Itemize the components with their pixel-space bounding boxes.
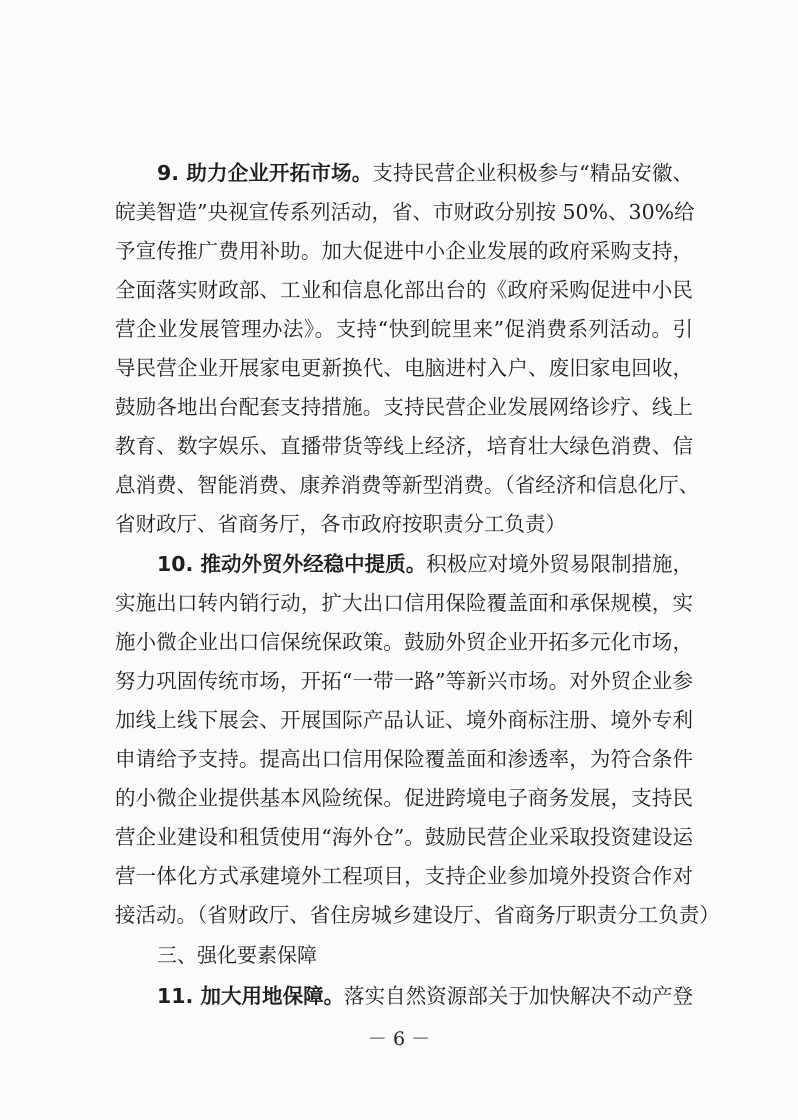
section-heading: 三、强化要素保障 <box>157 943 317 967</box>
paragraph-text: 支持民营企业积极参与“精品安徽、 <box>372 161 693 185</box>
paragraph-9-line-9: 息消费、智能消费、康养消费等新型消费。（省经济和信息化厅、 <box>115 473 700 497</box>
item-10-heading: 10. 推动外贸外经稳中提质。 <box>157 552 427 576</box>
paragraph-10-line-10: 接活动。（省财政厅、省住房城乡建设厅、省商务厅职责分工负责） <box>115 903 720 927</box>
paragraph-10-line-8: 营企业建设和租赁使用“海外仓”。鼓励民营企业采取投资建设运 <box>115 825 693 849</box>
paragraph-11-line-1 <box>157 977 693 1015</box>
paragraph-9-line-7: 鼓励各地出台配套支持措施。支持民营企业发展网络诊疗、线上 <box>115 395 693 419</box>
item-11-heading: 11. 加大用地保障。 <box>157 984 345 1008</box>
item-9-heading: 9. 助力企业开拓市场。 <box>157 161 373 185</box>
paragraph-9-line-6: 导民营企业开展家电更新换代、电脑进村入户、废旧家电回收， <box>115 356 693 380</box>
paragraph-10-line-1 <box>157 545 693 583</box>
paragraph-9-line-3: 予宣传推广费用补助。加大促进中小企业发展的政府采购支持， <box>115 239 693 263</box>
paragraph-9-line-2: 皖美智造”央视宣传系列活动，省、市财政分别按 50%、30%给 <box>115 200 695 224</box>
paragraph-10-line-5: 加线上线下展会、开展国际产品认证、境外商标注册、境外专利 <box>115 708 693 732</box>
paragraph-text: 落实自然资源部关于加快解决不动产登 <box>344 984 694 1008</box>
paragraph-9-line-4: 全面落实财政部、工业和信息化部出台的《政府采购促进中小民 <box>115 278 693 302</box>
page-number: － 6 － <box>367 1028 431 1050</box>
paragraph-9-line-5: 营企业发展管理办法》。支持“快到皖里来”促消费系列活动。引 <box>115 317 693 341</box>
paragraph-10-line-3: 施小微企业出口信保统保政策。鼓励外贸企业开拓多元化市场， <box>115 630 693 654</box>
paragraph-9-line-10: 省财政厅、省商务厅，各市政府按职责分工负责） <box>115 512 566 536</box>
paragraph-9-line-1 <box>157 154 693 192</box>
paragraph-10-line-4: 努力巩固传统市场，开拓“一带一路”等新兴市场。对外贸企业参 <box>115 669 693 693</box>
paragraph-9-line-8: 教育、数字娱乐、直播带货等线上经济，培育壮大绿色消费、信 <box>115 434 693 458</box>
paragraph-10-line-6: 申请给予支持。提高出口信用保险覆盖面和渗透率，为符合条件 <box>115 747 693 771</box>
paragraph-10-line-2: 实施出口转内销行动，扩大出口信用保险覆盖面和承保规模，实 <box>115 591 693 615</box>
paragraph-text: 积极应对境外贸易限制措施， <box>426 552 694 576</box>
paragraph-10-line-7: 的小微企业提供基本风险统保。促进跨境电子商务发展，支持民 <box>115 786 693 810</box>
paragraph-10-line-9: 营一体化方式承建境外工程项目，支持企业参加境外投资合作对 <box>115 864 693 888</box>
